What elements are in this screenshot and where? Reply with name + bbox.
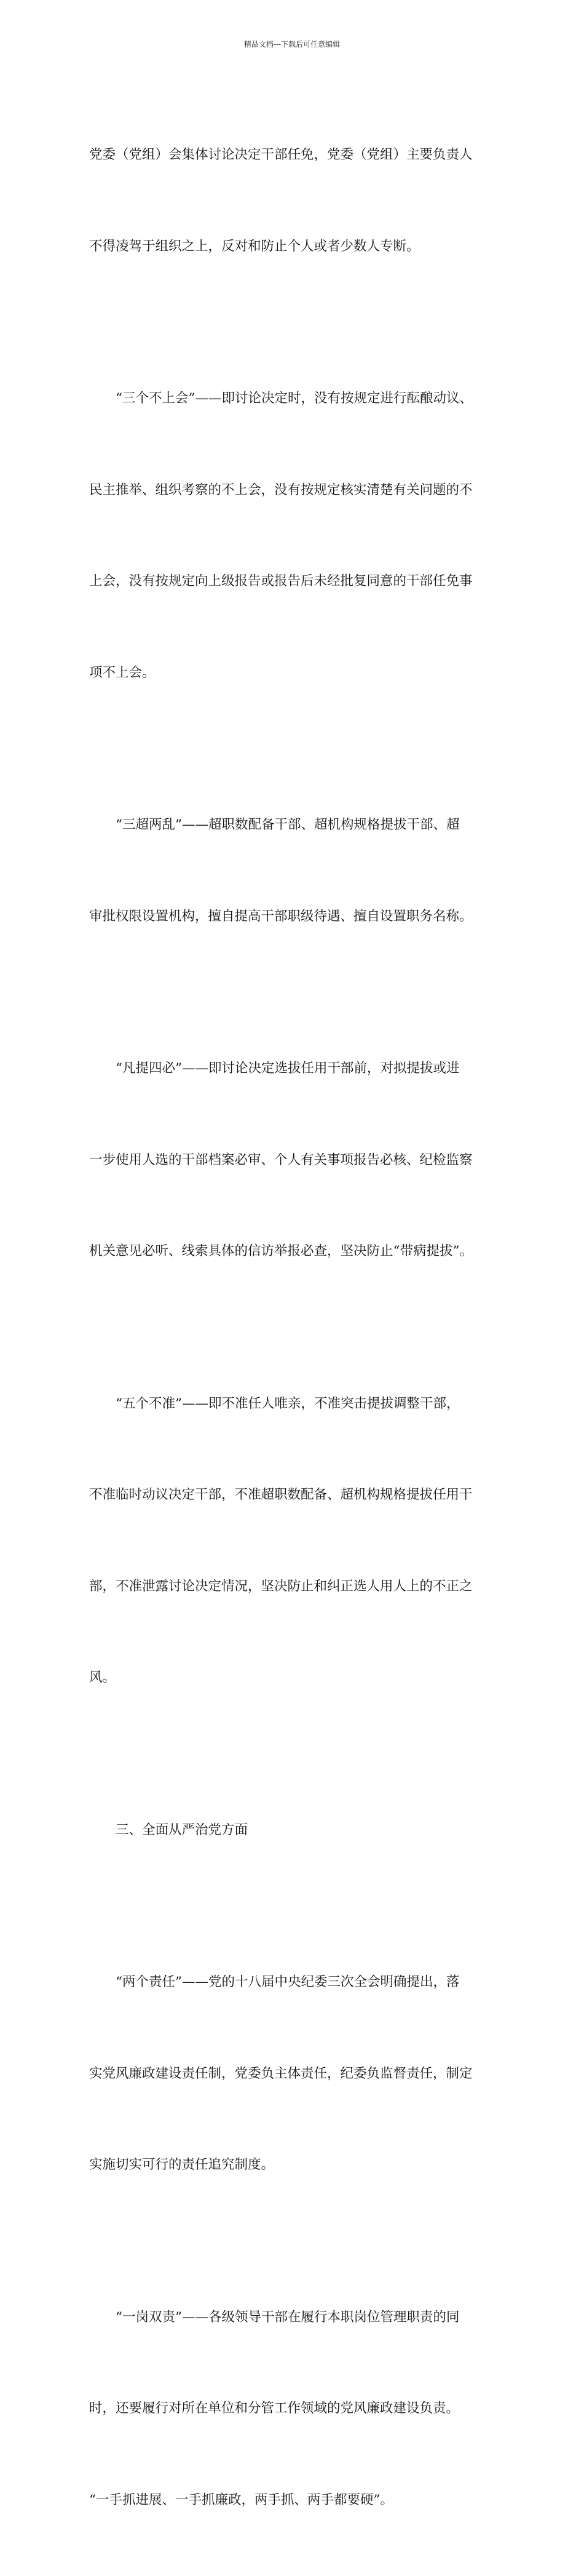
paragraph-4: [89, 992, 507, 1328]
text-line: “三超两乱”——超职数配备干部、超机构规格提拔干部、超: [89, 810, 507, 840]
text-line: 时，还要履行对所在单位和分管工作领域的党风廉政建设负责。: [89, 2393, 507, 2424]
text-line: “五个不准”——即不准任人唯亲，不准突击提拔调整干部，: [89, 1389, 507, 1419]
page-header: 精品文档---下载后可任意编辑: [0, 39, 584, 49]
text-line: “凡提四必”——即讨论决定选拔任用干部前，对拟提拔或进: [89, 1053, 507, 1084]
text-line: 不准临时动议决定干部，不准超职数配备、超机构规格提拔任用干: [89, 1480, 507, 1510]
text-line: 风。: [89, 1662, 507, 1693]
text-line: “一手抓进展、一手抓廉政，两手抓、两手都要硬”。: [89, 2485, 507, 2516]
text-line: “一岗双责”——各级领导干部在履行本职岗位管理职责的同: [89, 2302, 507, 2333]
text-line: “两个责任”——党的十八届中央纪委三次全会明确提出，落: [89, 1967, 507, 1998]
text-line: “三个不上会”——即讨论决定时，没有按规定进行酝酿动议、: [89, 383, 507, 414]
text-line: 三、全面从严治党方面: [89, 1815, 507, 1846]
paragraph-3: [89, 749, 507, 992]
paragraph-5: [89, 1328, 507, 1754]
text-line: 实施切实可行的责任追究制度。: [89, 2150, 507, 2180]
text-line: 上会，没有按规定向上级报告或报告后未经批复同意的干部任免事: [89, 566, 507, 597]
text-line: 部，不准泄露讨论决定情况，坚决防止和纠正选人用人上的不正之: [89, 1571, 507, 1602]
text-line: 民主推举、组织考察的不上会，没有按规定核实清楚有关问题的不: [89, 475, 507, 506]
text-line: 实党风廉政建设责任制，党委负主体责任，纪委负监督责任，制定: [89, 2059, 507, 2089]
text-line: 党委（党组）会集体讨论决定干部任免，党委（党组）主要负责人: [89, 140, 507, 170]
paragraph-7: [89, 1906, 507, 2241]
text-line: 项不上会。: [89, 658, 507, 688]
text-line: 审批权限设置机构，擅自提高干部职级待遇、擅自设置职务名称。: [89, 901, 507, 932]
document-body: [89, 79, 507, 2576]
paragraph-1: [89, 79, 507, 322]
text-line: 一步使用人选的干部档案必审、个人有关事项报告必核、纪检监察: [89, 1145, 507, 1176]
section-heading: [89, 1754, 507, 1907]
text-line: 机关意见必听、线索具体的信访举报必查，坚决防止“带病提拔”。: [89, 1236, 507, 1267]
text-line: 不得凌驾于组织之上，反对和防止个人或者少数人专断。: [89, 231, 507, 262]
paragraph-8: [89, 2241, 507, 2576]
paragraph-2: [89, 322, 507, 749]
